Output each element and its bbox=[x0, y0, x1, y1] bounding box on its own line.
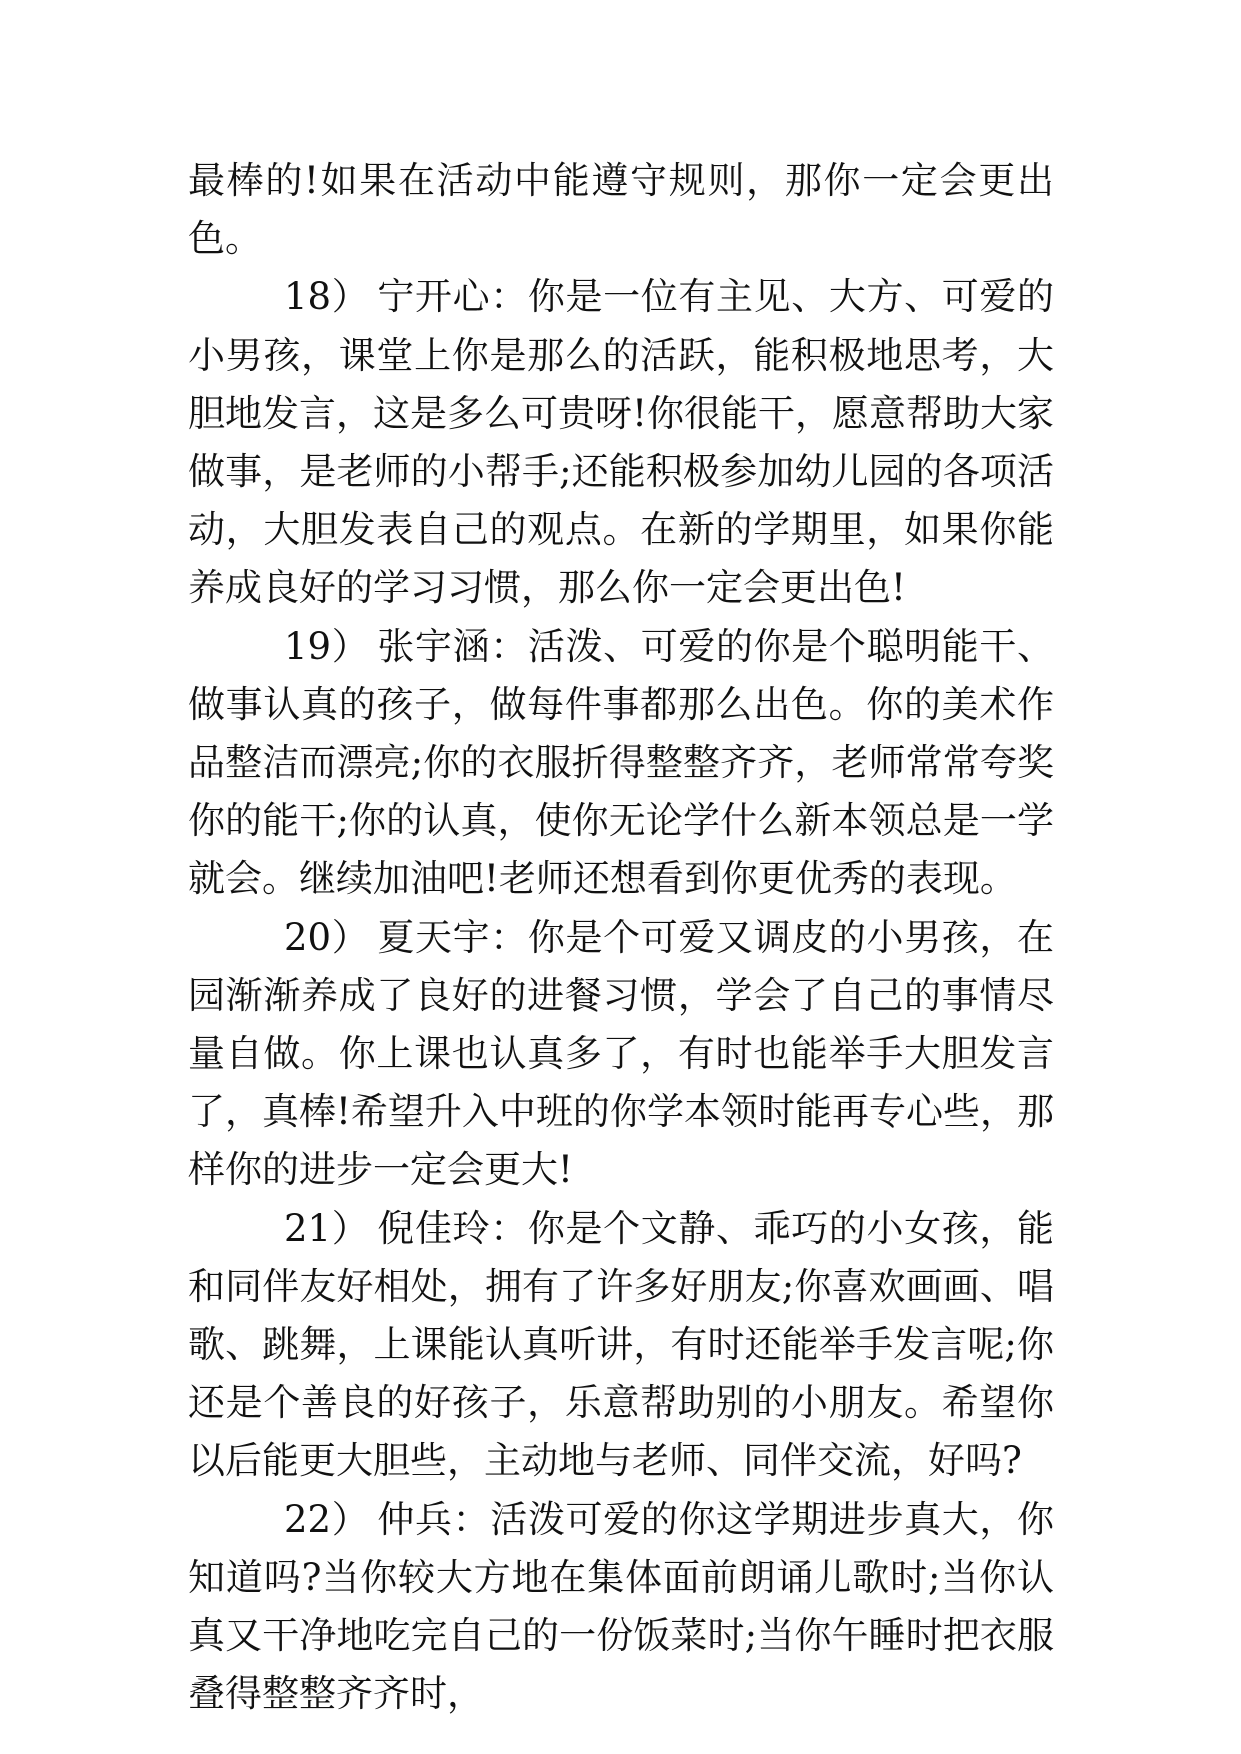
entry-name: 宁开心： bbox=[377, 275, 528, 319]
document-body bbox=[188, 152, 1054, 1723]
entry-name: 倪佳玲： bbox=[377, 1206, 528, 1250]
paragraph-text: 你是个可爱又调皮的小男孩，在园渐渐养成了良好的进餐习惯，学会了自己的事情尽量自做。你上课也认真多了，有时也能举手大胆发言了，真棒!希望升入中班的你学本领时能再专心些，那样你的进步一定会更大! bbox=[188, 915, 1055, 1192]
entry-name: 张宇涵： bbox=[377, 624, 528, 668]
paragraph-entry-22 bbox=[188, 1491, 1054, 1724]
entry-number: 22） bbox=[284, 1497, 370, 1541]
paragraph-entry-19 bbox=[188, 618, 1054, 909]
paragraph-text: 活泼、可爱的你是个聪明能干、做事认真的孩子，做每件事都那么出色。你的美术作品整洁而漂亮;你的衣服折得整整齐齐，老师常常夸奖你的能干;你的认真，使你无论学什么新本领总是一学就会。继续加油吧!老师还想看到你更优秀的表现。 bbox=[188, 624, 1055, 901]
paragraph-entry-20 bbox=[188, 909, 1054, 1200]
paragraph-entry-18 bbox=[188, 268, 1054, 617]
paragraph-continuation bbox=[188, 152, 1054, 268]
entry-number: 18） bbox=[284, 275, 370, 319]
paragraph-text: 活泼可爱的你这学期进步真大，你知道吗?当你较大方地在集体面前朗诵儿歌时;当你认真又干净地吃完自己的一份饭菜时;当你午睡时把衣服叠得整整齐齐时， bbox=[188, 1497, 1055, 1716]
entry-name: 仲兵： bbox=[377, 1497, 491, 1541]
entry-number: 19） bbox=[284, 624, 370, 668]
entry-number: 20） bbox=[284, 915, 370, 959]
paragraph-text: 你是个文静、乖巧的小女孩，能和同伴友好相处，拥有了许多好朋友;你喜欢画画、唱歌、跳舞，上课能认真听讲，有时还能举手发言呢;你还是个善良的好孩子，乐意帮助别的小朋友。希望你以后能更大胆些，主动地与老师、同伴交流，好吗? bbox=[188, 1206, 1055, 1483]
paragraph-text: 最棒的!如果在活动中能遵守规则，那你一定会更出色。 bbox=[188, 159, 1054, 261]
paragraph-entry-21 bbox=[188, 1200, 1054, 1491]
entry-name: 夏天宇： bbox=[377, 915, 528, 959]
paragraph-text: 你是一位有主见、大方、可爱的小男孩，课堂上你是那么的活跃，能积极地思考，大胆地发言，这是多么可贵呀!你很能干，愿意帮助大家做事，是老师的小帮手;还能积极参加幼儿园的各项活动，大胆发表自己的观点。在新的学期里，如果你能养成良好的学习习惯，那么你一定会更出色! bbox=[188, 275, 1055, 610]
entry-number: 21） bbox=[284, 1206, 370, 1250]
